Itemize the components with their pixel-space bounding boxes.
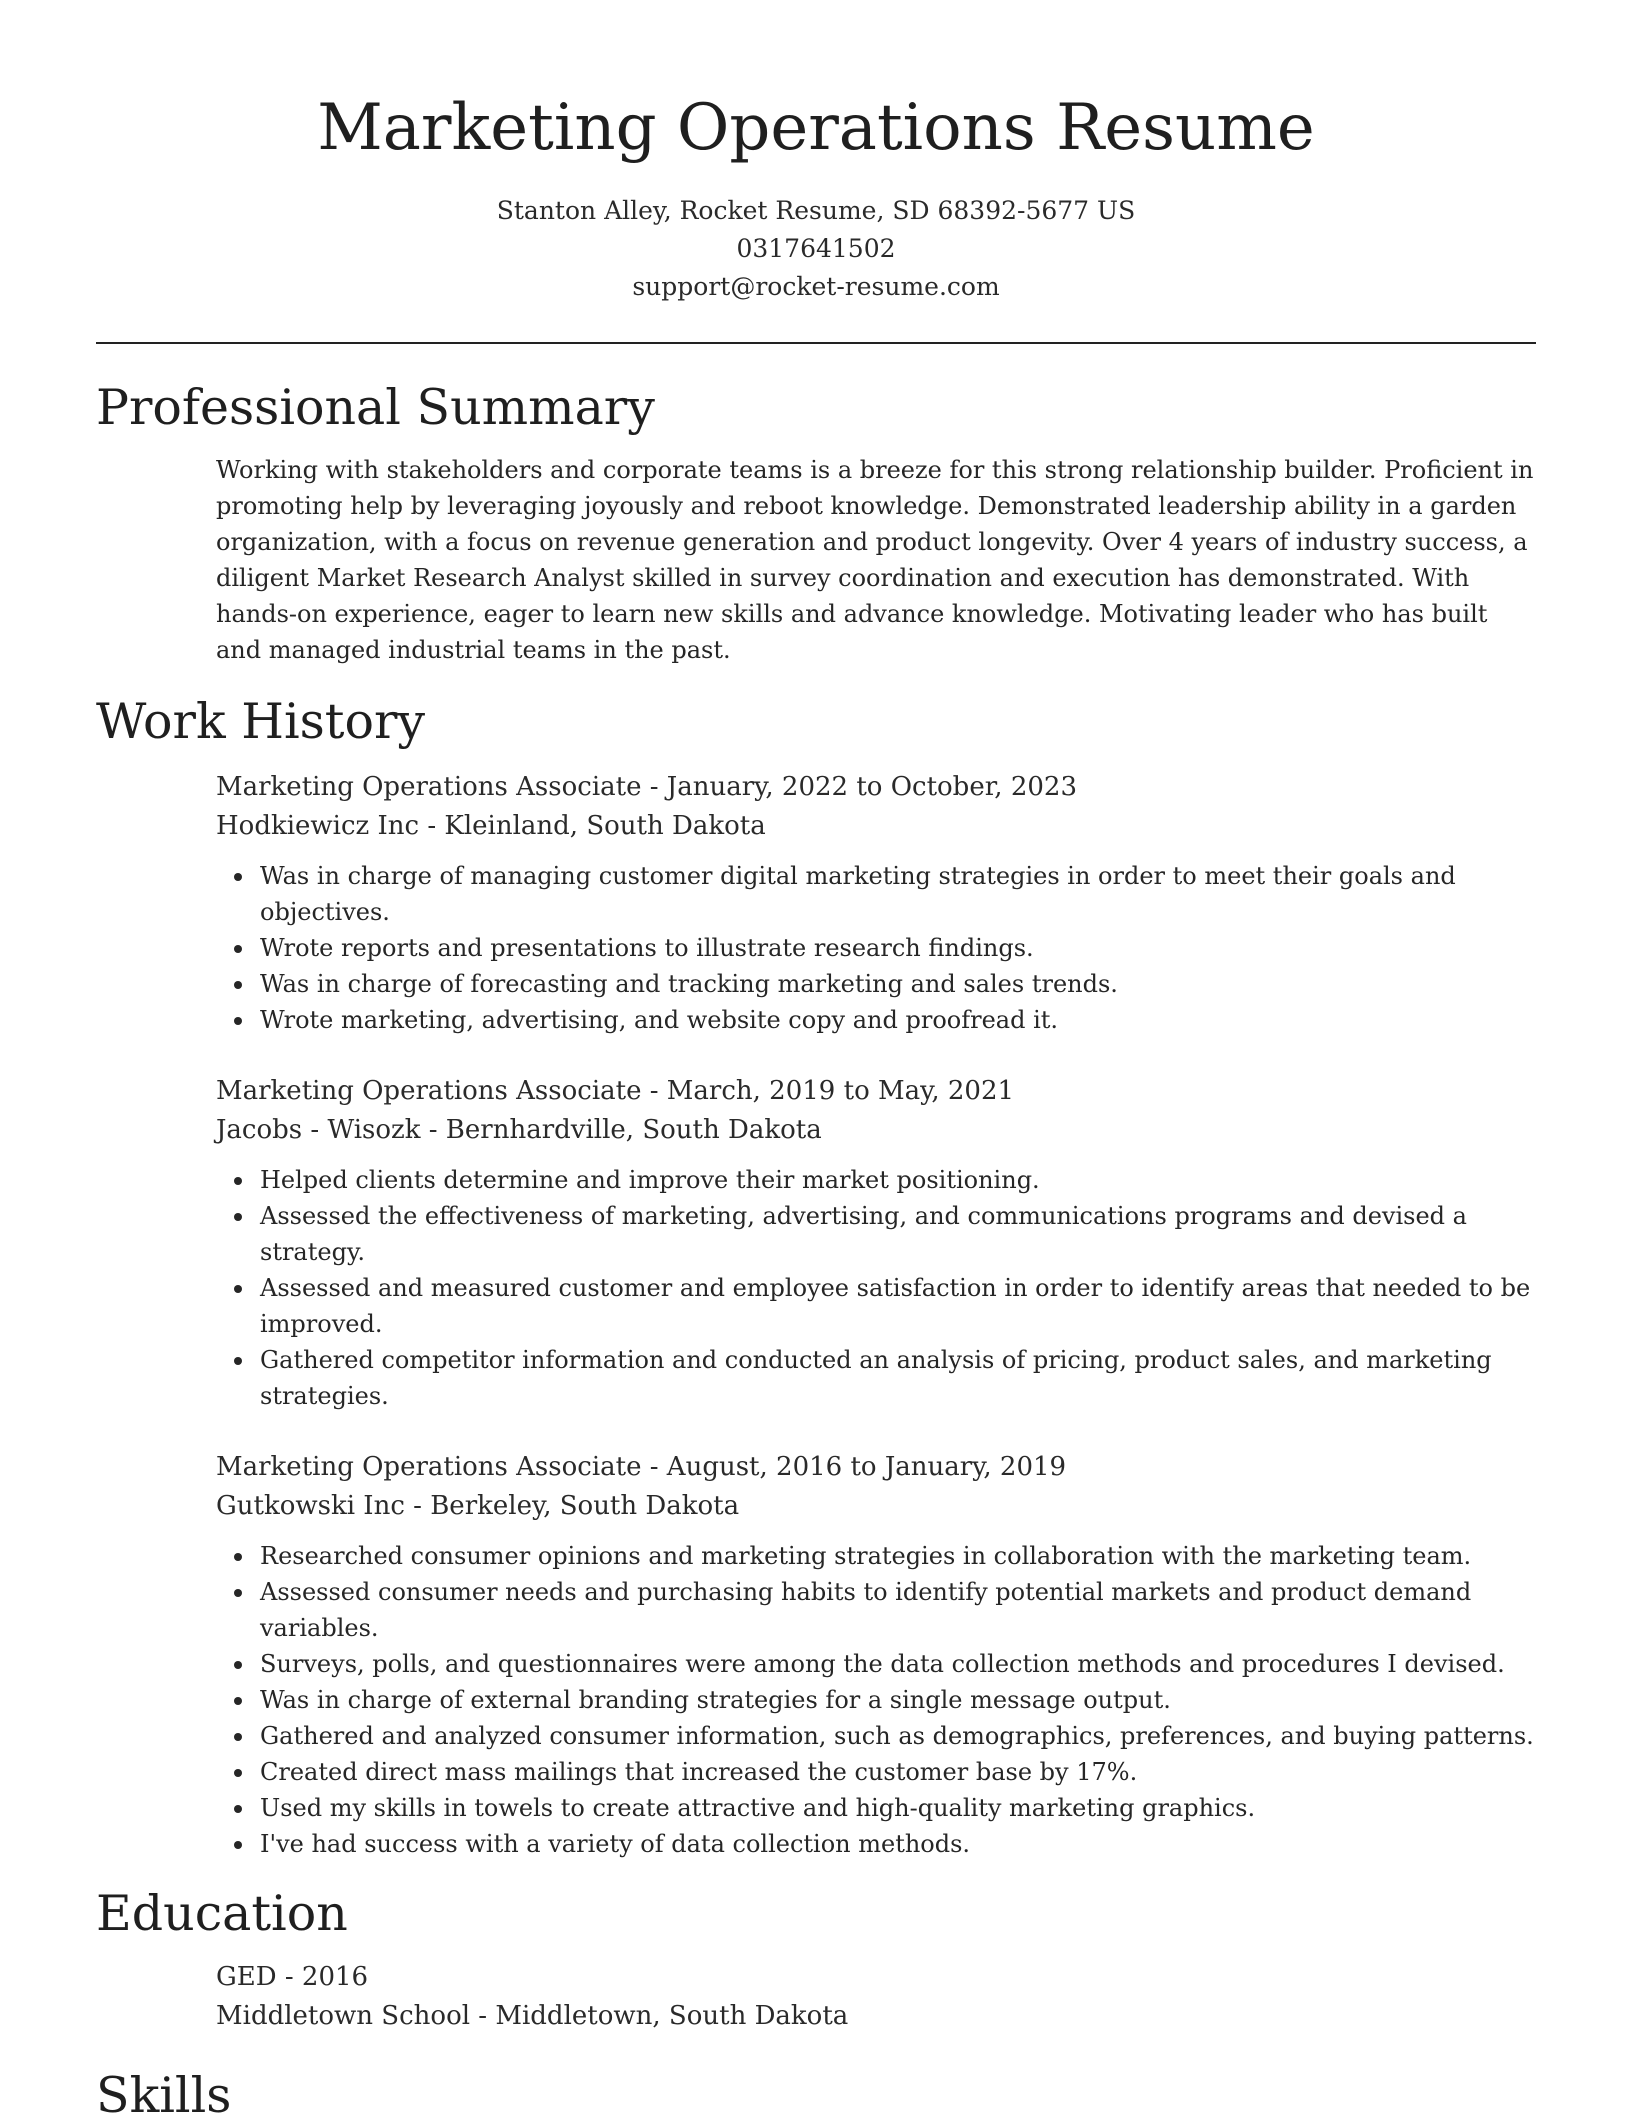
- contact-phone: 0317641502: [736, 234, 896, 263]
- job-entry: [216, 768, 1536, 1038]
- job-bullet-list: [216, 858, 1536, 1038]
- job-bullet: Helped clients determine and improve their market positioning.: [260, 1162, 1536, 1198]
- job-bullet-list: [216, 1162, 1536, 1414]
- job-bullet: Wrote marketing, advertising, and website copy and proofread it.: [260, 1002, 1536, 1038]
- job-bullet: Assessed consumer needs and purchasing habits to identify potential markets and product demand variables.: [260, 1574, 1536, 1646]
- job-title-line: Marketing Operations Associate - January, 2022 to October, 2023: [216, 772, 1077, 802]
- job-company-line: Jacobs - Wisozk - Bernhardville, South Dakota: [216, 1115, 822, 1145]
- section-heading-education: Education: [96, 1885, 348, 1942]
- job-bullet: Was in charge of external branding strategies for a single message output.: [260, 1682, 1536, 1718]
- job-bullet: Gathered and analyzed consumer information, such as demographics, preferences, and buying patterns.: [260, 1718, 1536, 1754]
- contact-block: [96, 192, 1536, 306]
- section-heading-skills: Skills: [96, 2067, 232, 2124]
- job-bullet: Gathered competitor information and conducted an analysis of pricing, product sales, and marketing strategies.: [260, 1342, 1536, 1414]
- education-degree-line: GED - 2016: [216, 1962, 369, 1992]
- job-title-line: Marketing Operations Associate - August, 2016 to January, 2019: [216, 1452, 1067, 1482]
- job-entry: [216, 1072, 1536, 1414]
- job-bullet: Assessed the effectiveness of marketing, advertising, and communications programs and devised a strategy.: [260, 1198, 1536, 1270]
- job-bullet: Assessed and measured customer and employee satisfaction in order to identify areas that needed to be improved.: [260, 1270, 1536, 1342]
- contact-email[interactable]: support@rocket-resume.com: [632, 272, 1000, 301]
- job-company-line: Hodkiewicz Inc - Kleinland, South Dakota: [216, 811, 766, 841]
- section-heading-summary: Professional Summary: [96, 379, 655, 436]
- job-company-line: Gutkowski Inc - Berkeley, South Dakota: [216, 1491, 740, 1521]
- education-entry: [216, 1958, 1536, 2036]
- job-bullet: Was in charge of managing customer digital marketing strategies in order to meet their goals and objectives.: [260, 858, 1536, 930]
- job-bullet: I've had success with a variety of data collection methods.: [260, 1826, 1536, 1862]
- contact-address: Stanton Alley, Rocket Resume, SD 68392-5677 US: [496, 196, 1136, 225]
- summary-paragraph: Working with stakeholders and corporate teams is a breeze for this strong relationship builder. Proficient in promoting help by leveraging joyously and reboot knowledge. Demonstrated leadership ability in a garden organization, with a focus on revenue generation and product longevity. Over 4 years of industry success, a diligent Market Research Analyst skilled in survey coordination and execution has demonstrated. With hands-on experience, eager to learn new skills and advance knowledge. Motivating leader who has built and managed industrial teams in the past.: [216, 456, 1534, 664]
- job-bullet: Created direct mass mailings that increased the customer base by 17%.: [260, 1754, 1536, 1790]
- header-divider: [96, 342, 1536, 344]
- job-bullet: Surveys, polls, and questionnaires were among the data collection methods and procedures I devised.: [260, 1646, 1536, 1682]
- job-bullet-list: [216, 1538, 1536, 1862]
- resume-page: [96, 0, 1536, 2126]
- job-bullet: Used my skills in towels to create attractive and high-quality marketing graphics.: [260, 1790, 1536, 1826]
- job-bullet: Was in charge of forecasting and tracking marketing and sales trends.: [260, 966, 1536, 1002]
- job-entry: [216, 1448, 1536, 1862]
- job-bullet: Researched consumer opinions and marketing strategies in collaboration with the marketing team.: [260, 1538, 1536, 1574]
- job-bullet: Wrote reports and presentations to illustrate research findings.: [260, 930, 1536, 966]
- education-school-line: Middletown School - Middletown, South Dakota: [216, 2001, 849, 2031]
- section-heading-work-history: Work History: [96, 693, 426, 750]
- job-title-line: Marketing Operations Associate - March, 2019 to May, 2021: [216, 1076, 1015, 1106]
- resume-title: Marketing Operations Resume: [317, 91, 1315, 165]
